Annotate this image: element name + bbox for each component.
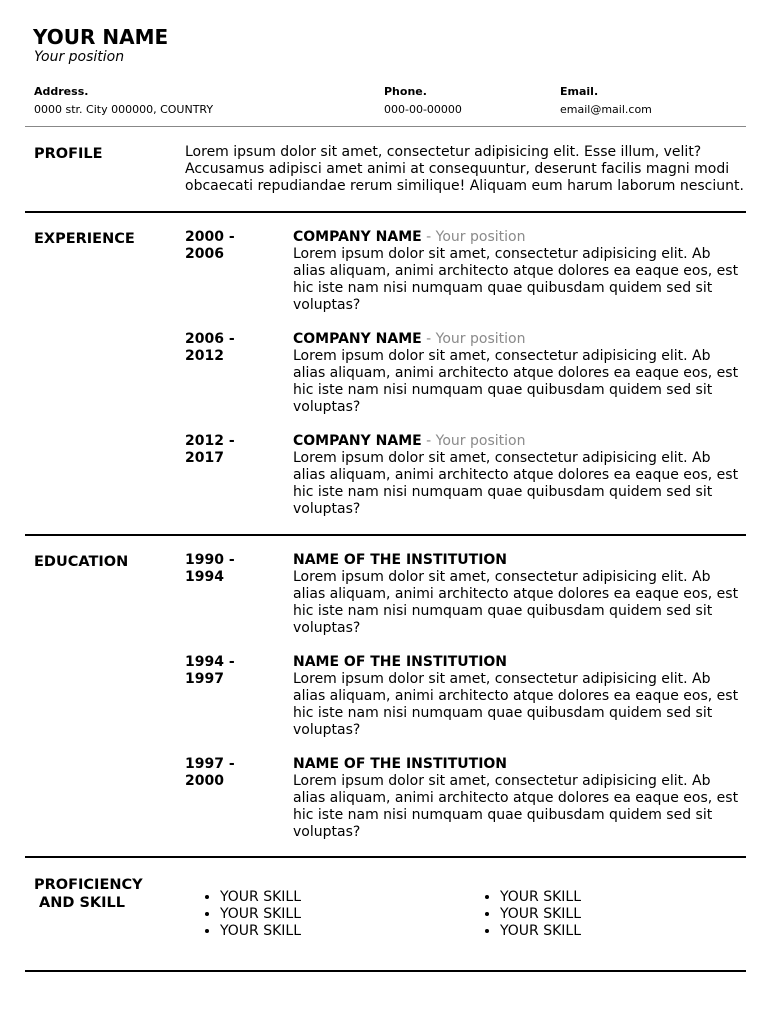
experience-description: Lorem ipsum dolor sit amet, consectetur adipisicing elit. Ab alias aliquam, animi architecto atque dolores ea eaque eos, est hic iste nam nisi numquam quae quibusdam quidem sed sit voluptas? bbox=[293, 450, 739, 517]
education-years bbox=[185, 756, 275, 790]
education-divider bbox=[25, 856, 746, 858]
company-role: Your position bbox=[435, 433, 526, 449]
company-name: COMPANY NAME bbox=[293, 331, 422, 347]
skill-item: • YOUR SKILL bbox=[220, 923, 301, 940]
resume-position: Your position bbox=[34, 49, 125, 65]
company-role: Your position bbox=[435, 331, 526, 347]
years-end: 1997 bbox=[185, 671, 224, 687]
education-description: Lorem ipsum dolor sit amet, consectetur adipisicing elit. Ab alias aliquam, animi architecto atque dolores ea eaque eos, est hic iste nam nisi numquam quae quibusdam quidem sed sit voluptas? bbox=[293, 671, 739, 738]
profile-title: PROFILE bbox=[34, 146, 103, 162]
experience-description: Lorem ipsum dolor sit amet, consectetur adipisicing elit. Ab alias aliquam, animi architecto atque dolores ea eaque eos, est hic iste nam nisi numquam quae quibusdam quidem sed sit voluptas? bbox=[293, 246, 739, 313]
experience-heading bbox=[293, 433, 745, 450]
experience-body bbox=[293, 229, 745, 314]
education-years bbox=[185, 654, 275, 688]
experience-heading bbox=[293, 331, 745, 348]
years-start: 1994 - bbox=[185, 654, 235, 670]
experience-body bbox=[293, 433, 745, 518]
education-body bbox=[293, 654, 745, 739]
skills-list-right bbox=[480, 889, 581, 940]
company-name: COMPANY NAME bbox=[293, 433, 422, 449]
skill-item: • YOUR SKILL bbox=[220, 906, 301, 923]
years-end: 2012 bbox=[185, 348, 224, 364]
education-title: EDUCATION bbox=[34, 554, 129, 570]
years-start: 2012 - bbox=[185, 433, 235, 449]
company-role: Your position bbox=[435, 229, 526, 245]
profile-divider bbox=[25, 211, 746, 213]
phone-label: Phone. bbox=[384, 85, 427, 98]
experience-years bbox=[185, 433, 275, 467]
skills-title bbox=[34, 876, 143, 912]
experience-heading bbox=[293, 229, 745, 246]
skill-item: • YOUR SKILL bbox=[220, 889, 301, 906]
institution-name: NAME OF THE INSTITUTION bbox=[293, 756, 508, 772]
experience-title: EXPERIENCE bbox=[34, 231, 135, 247]
years-end: 1994 bbox=[185, 569, 224, 585]
skill-item: • YOUR SKILL bbox=[500, 906, 581, 923]
education-years bbox=[185, 552, 275, 586]
years-end: 2006 bbox=[185, 246, 224, 262]
education-description: Lorem ipsum dolor sit amet, consectetur adipisicing elit. Ab alias aliquam, animi architecto atque dolores ea eaque eos, est hic iste nam nisi numquam quae quibusdam quidem sed sit voluptas? bbox=[293, 773, 739, 840]
experience-divider bbox=[25, 534, 746, 536]
education-body bbox=[293, 552, 745, 637]
company-name: COMPANY NAME bbox=[293, 229, 422, 245]
experience-years bbox=[185, 229, 275, 263]
experience-body bbox=[293, 331, 745, 416]
header-divider bbox=[25, 126, 746, 127]
education-body bbox=[293, 756, 745, 841]
heading-separator: - bbox=[421, 433, 436, 449]
skills-list-left bbox=[200, 889, 301, 940]
heading-separator: - bbox=[421, 331, 436, 347]
footer-divider bbox=[25, 970, 746, 972]
years-end: 2000 bbox=[185, 773, 224, 789]
profile-text: Lorem ipsum dolor sit amet, consectetur adipisicing elit. Esse illum, velit? Accusamus adipisci amet animi at consequuntur, deserunt facilis magni modi obcaecati repudiandae rerum similique! Aliquam eum harum laborum nesciunt. bbox=[185, 144, 744, 194]
experience-years bbox=[185, 331, 275, 365]
resume-name: YOUR NAME bbox=[33, 25, 169, 49]
email-value: email@mail.com bbox=[560, 103, 652, 116]
years-start: 1990 - bbox=[185, 552, 235, 568]
education-description: Lorem ipsum dolor sit amet, consectetur adipisicing elit. Ab alias aliquam, animi architecto atque dolores ea eaque eos, est hic iste nam nisi numquam quae quibusdam quidem sed sit voluptas? bbox=[293, 569, 739, 636]
address-label: Address. bbox=[34, 85, 89, 98]
years-start: 2006 - bbox=[185, 331, 235, 347]
years-end: 2017 bbox=[185, 450, 224, 466]
address-value: 0000 str. City 000000, COUNTRY bbox=[34, 103, 214, 116]
years-start: 1997 - bbox=[185, 756, 235, 772]
skills-title-line1: PROFICIENCY bbox=[34, 877, 143, 893]
phone-value: 000-00-00000 bbox=[384, 103, 462, 116]
experience-description: Lorem ipsum dolor sit amet, consectetur adipisicing elit. Ab alias aliquam, animi architecto atque dolores ea eaque eos, est hic iste nam nisi numquam quae quibusdam quidem sed sit voluptas? bbox=[293, 348, 739, 415]
institution-name: NAME OF THE INSTITUTION bbox=[293, 552, 508, 568]
years-start: 2000 - bbox=[185, 229, 235, 245]
skill-item: • YOUR SKILL bbox=[500, 923, 581, 940]
heading-separator: - bbox=[421, 229, 436, 245]
email-label: Email. bbox=[560, 85, 599, 98]
skill-item: • YOUR SKILL bbox=[500, 889, 581, 906]
skills-title-line2: AND SKILL bbox=[39, 895, 125, 911]
institution-name: NAME OF THE INSTITUTION bbox=[293, 654, 508, 670]
